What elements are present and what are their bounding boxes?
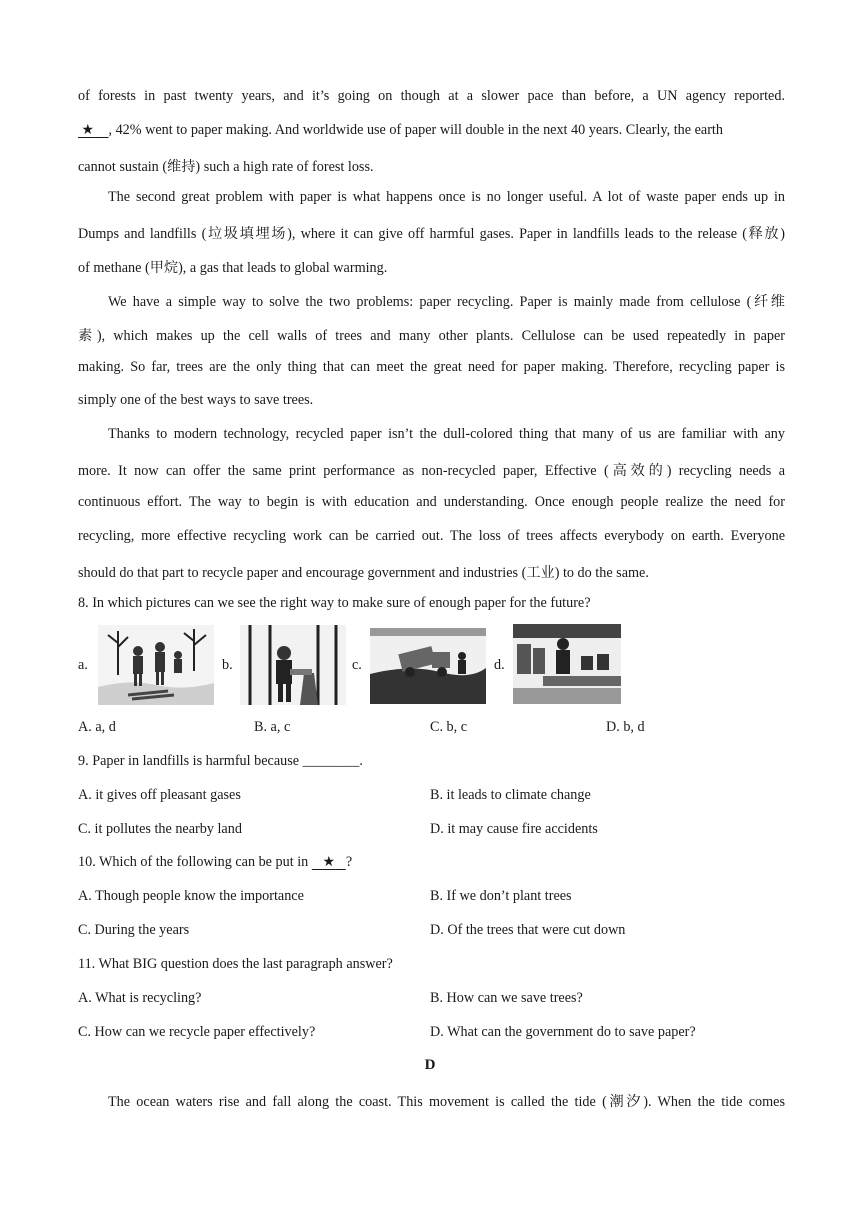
q8-option-b[interactable]: B. a, c — [254, 719, 291, 735]
para1-line1: of forests in past twenty years, and it’s going on though at a slower pace than before, a UN agency reported. — [78, 88, 785, 104]
pic-c-label: c. — [352, 657, 362, 673]
q11-stem: 11. What BIG question does the last paragraph answer? — [78, 956, 393, 972]
pic-d-recycling-factory — [513, 624, 621, 704]
q10-option-c[interactable]: C. During the years — [78, 922, 190, 938]
para4-line1: Thanks to modern technology, recycled paper isn’t the dull-colored thing that many of us are familiar with any — [108, 426, 785, 442]
para3-line4: simply one of the best ways to save trees. — [78, 392, 314, 408]
section-d-line1: The ocean waters rise and fall along the coast. This movement is called the tide (潮汐). When the tide comes — [108, 1094, 785, 1110]
q8-stem: 8. In which pictures can we see the right way to make sure of enough paper for the future? — [78, 595, 591, 611]
q8-option-a[interactable]: A. a, d — [78, 719, 116, 735]
q10-option-a[interactable]: A. Though people know the importance — [78, 888, 304, 904]
q11-option-a[interactable]: A. What is recycling? — [78, 990, 202, 1006]
q11-option-c[interactable]: C. How can we recycle paper effectively? — [78, 1024, 316, 1040]
para4-line5: should do that part to recycle paper and encourage government and industries (工业) to do the same. — [78, 565, 649, 581]
q8-option-d[interactable]: D. b, d — [606, 719, 645, 735]
pic-a-label: a. — [78, 657, 88, 673]
q9-option-d[interactable]: D. it may cause fire accidents — [430, 821, 598, 837]
q11-option-b[interactable]: B. How can we save trees? — [430, 990, 583, 1006]
pic-b-label: b. — [222, 657, 233, 673]
para1-line2 — [78, 122, 785, 139]
q11-option-d[interactable]: D. What can the government do to save paper? — [430, 1024, 696, 1040]
para2-line1: The second great problem with paper is what happens once is no longer useful. A lot of waste paper ends up in — [108, 189, 785, 205]
para3-line2: 素), which makes up the cell walls of trees and many other plants. Cellulose can be used repeatedly in paper — [78, 328, 785, 344]
q9-stem: 9. Paper in landfills is harmful because ________. — [78, 753, 363, 769]
para4-line3: continuous effort. The way to begin is with education and understanding. Once enough people realize the need for — [78, 494, 785, 510]
para4-line4: recycling, more effective recycling work can be carried out. The loss of trees affects everybody on earth. Everyone — [78, 528, 785, 544]
para2-line3: of methane (甲烷), a gas that leads to global warming. — [78, 260, 388, 276]
blank-star-marker: ★ — [322, 854, 336, 870]
q10-stem — [78, 854, 785, 871]
q9-option-c[interactable]: C. it pollutes the nearby land — [78, 821, 242, 837]
para4-line2: more. It now can offer the same print performance as non-recycled paper, Effective (高效的) recycling needs a — [78, 463, 785, 479]
q10-stem-text: 10. Which of the following can be put in — [78, 854, 312, 870]
pic-d-label: d. — [494, 657, 505, 673]
q8-option-c[interactable]: C. b, c — [430, 719, 468, 735]
para3-line3: making. So far, trees are the only thing that can meet the great need for paper making. Therefore, recycling paper is — [78, 359, 785, 375]
para1-line2-text: , 42% went to paper making. And worldwide use of paper will double in the next 40 years. Clearly, the earth — [108, 122, 723, 138]
para2-line2: Dumps and landfills (垃圾填埋场), where it can give off harmful gases. Paper in landfills leads to the release (释放) — [78, 226, 785, 242]
q10-option-d[interactable]: D. Of the trees that were cut down — [430, 922, 626, 938]
blank-star-marker: ★ — [81, 122, 95, 138]
q10-option-b[interactable]: B. If we don’t plant trees — [430, 888, 572, 904]
q9-option-a[interactable]: A. it gives off pleasant gases — [78, 787, 241, 803]
q9-option-b[interactable]: B. it leads to climate change — [430, 787, 591, 803]
section-d-heading: D — [424, 1057, 436, 1073]
pic-c-truck-dumping-paper — [370, 628, 486, 704]
pic-a-people-planting-trees — [98, 625, 214, 705]
para3-line1: We have a simple way to solve the two problems: paper recycling. Paper is mainly made from cellulose (纤维 — [108, 294, 785, 310]
para1-line3: cannot sustain (维持) such a high rate of forest loss. — [78, 159, 374, 175]
pic-b-man-cutting-tree — [240, 625, 346, 705]
q10-stem-end: ? — [345, 854, 353, 870]
